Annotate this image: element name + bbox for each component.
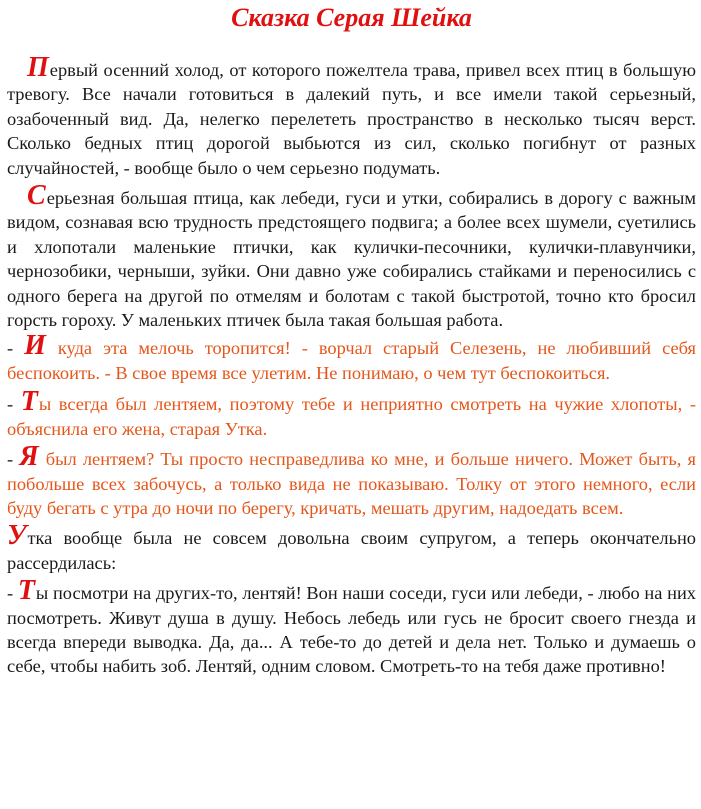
narration-paragraph (7, 180, 696, 332)
story-page (7, 0, 696, 679)
dialogue-paragraph (7, 441, 696, 520)
paragraph-text: тка вообще была не совсем довольна своим супругом, а теперь окончательно рассердилась: (7, 528, 696, 573)
paragraph-text: куда эта мелочь торопится! - ворчал старый Селезень, не любивший себя беспокоить. - В свое время все улетим. Не понимаю, о чем тут беспокоиться. (7, 338, 696, 383)
dialogue-dash: - (7, 449, 20, 470)
dialogue-paragraph (7, 386, 696, 441)
narration-paragraph (7, 52, 696, 180)
drop-cap: Я (19, 441, 39, 473)
drop-cap: Т (20, 386, 38, 418)
drop-cap: И (24, 330, 46, 362)
dialogue-dash: - (7, 394, 21, 415)
drop-cap: С (27, 180, 46, 212)
paragraph-text: был лентяем? Ты просто несправедлива ко мне, и больше ничего. Может быть, я побольше всех забочусь, а только вида не показываю. Толку от этого немного, если буду бегать с утра до ночи по берегу, кричать, мешать другим, надоедать всем. (7, 449, 696, 518)
drop-cap: П (27, 52, 49, 83)
paragraph-text: ы всегда был лентяем, поэтому тебе и неприятно смотреть на чужие хлопоты, - объяснила его жена, старая Утка. (7, 394, 696, 439)
paragraph-text: ы посмотри на других-то, лентяй! Вон наши соседи, гуси или лебеди, - любо на них посмотреть. Живут душа в душу. Небось лебедь или гусь не бросит своего гнезда и всегда впереди выводка. Да, да... А тебе-то до детей и дела нет. Только и думаешь о себе, чтобы набить зоб. Лентяй, одним словом. Смотреть-то на тебя даже противно! (7, 583, 696, 677)
story-title: Сказка Серая Шейка (231, 3, 472, 32)
dialogue-dash: - (7, 583, 18, 604)
narration-paragraph (7, 520, 696, 575)
dialogue-paragraph (7, 575, 696, 679)
dialogue-paragraph (7, 330, 696, 385)
drop-cap: У (7, 520, 27, 552)
paragraph-text: ервый осенний холод, от которого пожелтела трава, привел всех птиц в большую тревогу. Все начали готовиться в далекий путь, и все имели такой серьезный, озабоченный вид. Да, нелегко перелететь пространство в несколько тысяч верст. Сколько бедных птиц дорогой выбьются из сил, сколько погибнут от разных случайностей, - вообще было о чем серьезно подумать. (7, 60, 696, 178)
paragraph-text: ерьезная большая птица, как лебеди, гуси и утки, собирались в дорогу с важным видом, сознавая всю трудность предстоящего подвига; а более всех шумели, суетились и хлопотали маленькие птички, как кулички-песочники, кулички-плавунчики, чернозобики, черныши, зуйки. Они давно уже собирались стайками и переносились с одного берега на другой по отмелям и болотам с такой быстротой, точно кто бросил горсть гороху. У маленьких птичек была такая большая работа. (7, 188, 696, 331)
dialogue-dash: - (7, 338, 25, 359)
drop-cap: Т (17, 575, 35, 607)
